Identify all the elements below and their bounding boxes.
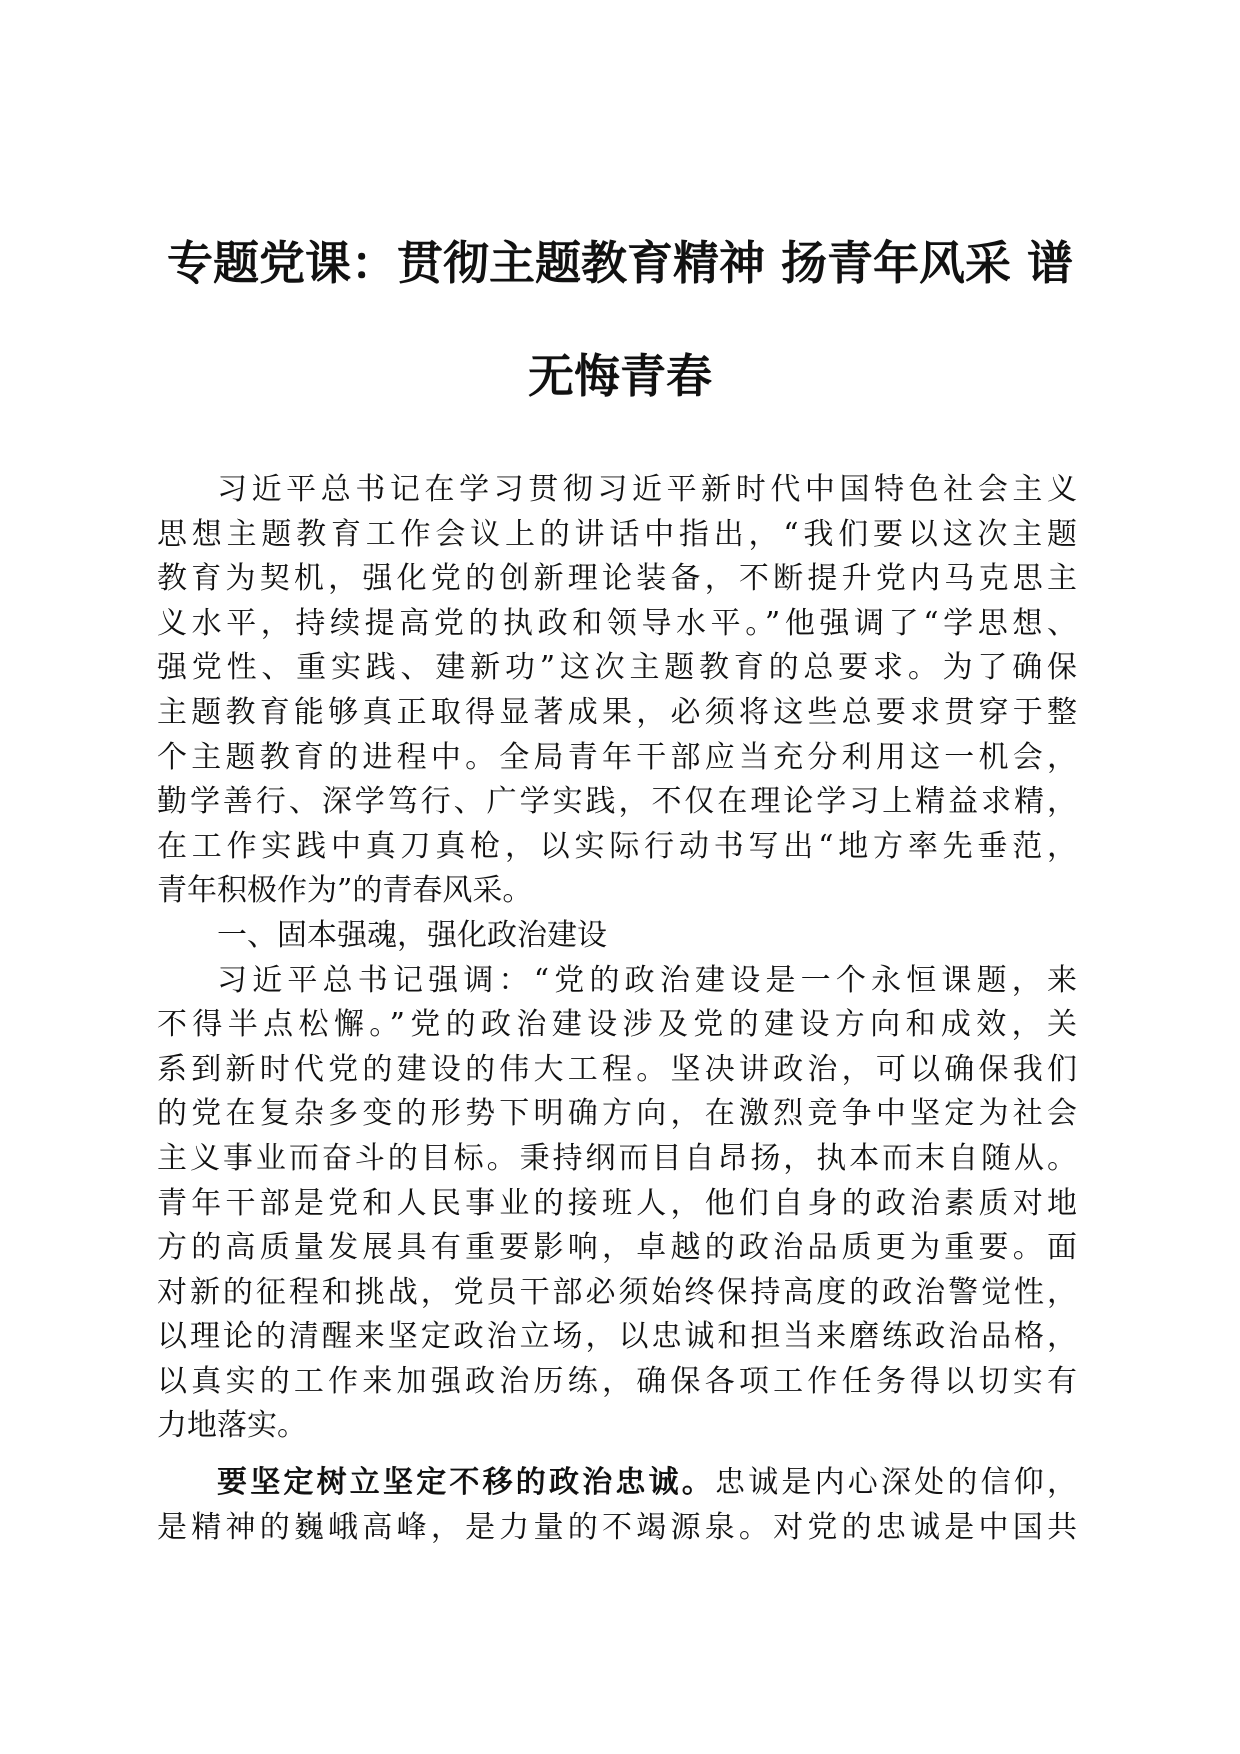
paragraph-1 bbox=[157, 468, 1077, 914]
paragraph-line bbox=[157, 1461, 1077, 1506]
paragraph-line: 强党性、重实践、建新功”这次主题教育的总要求。为了确保 bbox=[157, 650, 1077, 686]
paragraph-line: 对新的征程和挑战，党员干部必须始终保持高度的政治警觉性， bbox=[157, 1274, 1077, 1310]
paragraph-line: 系到新时代党的建设的伟大工程。坚决讲政治，可以确保我们 bbox=[157, 1051, 1077, 1087]
paragraph-2 bbox=[157, 959, 1077, 1450]
document-body bbox=[157, 468, 1077, 1550]
paragraph-line: 青年干部是党和人民事业的接班人，他们自身的政治素质对地 bbox=[157, 1185, 1077, 1221]
paragraph-line: 青年积极作为”的青春风采。 bbox=[157, 873, 533, 909]
paragraph-line: 思想主题教育工作会议上的讲话中指出，“我们要以这次主题 bbox=[157, 516, 1077, 552]
paragraph-line: 习近平总书记强调：“党的政治建设是一个永恒课题，来 bbox=[217, 962, 1077, 998]
paragraph-text: 忠诚是内心深处的信仰， bbox=[715, 1465, 1077, 1501]
paragraph-line: 以真实的工作来加强政治历练，确保各项工作任务得以切实有 bbox=[157, 1363, 1077, 1399]
paragraph-line: 在工作实践中真刀真枪，以实际行动书写出“地方率先垂范， bbox=[157, 828, 1077, 864]
paragraph-line: 方的高质量发展具有重要影响，卓越的政治品质更为重要。面 bbox=[157, 1230, 1077, 1266]
section-heading-1: 一、固本强魂，强化政治建设 bbox=[217, 917, 607, 953]
paragraph-line: 教育为契机，强化党的创新理论装备，不断提升党内马克思主 bbox=[157, 561, 1077, 597]
paragraph-line: 个主题教育的进程中。全局青年干部应当充分利用这一机会， bbox=[157, 739, 1077, 775]
paragraph-line: 力地落实。 bbox=[157, 1408, 307, 1444]
paragraph-line: 主题教育能够真正取得显著成果，必须将这些总要求贯穿于整 bbox=[157, 694, 1077, 730]
paragraph-line: 义水平，持续提高党的执政和领导水平。”他强调了“学思想、 bbox=[157, 605, 1077, 641]
paragraph-3 bbox=[157, 1461, 1077, 1550]
paragraph-line: 不得半点松懈。”党的政治建设涉及党的建设方向和成效，关 bbox=[157, 1007, 1077, 1043]
document-title-line-1: 专题党课：贯彻主题教育精神 扬青年风采 谱 bbox=[166, 236, 1074, 290]
paragraph-line: 习近平总书记在学习贯彻习近平新时代中国特色社会主义 bbox=[217, 472, 1077, 507]
paragraph-line: 的党在复杂多变的形势下明确方向，在激烈竞争中坚定为社会 bbox=[157, 1096, 1077, 1132]
bold-lead-sentence: 要坚定树立坚定不移的政治忠诚。 bbox=[217, 1465, 715, 1501]
paragraph-line: 勤学善行、深学笃行、广学实践，不仅在理论学习上精益求精， bbox=[157, 784, 1077, 820]
document-title-line-2: 无悔青春 bbox=[528, 349, 712, 403]
paragraph-line: 主义事业而奋斗的目标。秉持纲而目自昂扬，执本而末自随从。 bbox=[157, 1140, 1077, 1176]
paragraph-line: 是精神的巍峨高峰，是力量的不竭源泉。对党的忠诚是中国共 bbox=[157, 1509, 1077, 1545]
paragraph-line: 以理论的清醒来坚定政治立场，以忠诚和担当来磨练政治品格， bbox=[157, 1319, 1077, 1355]
